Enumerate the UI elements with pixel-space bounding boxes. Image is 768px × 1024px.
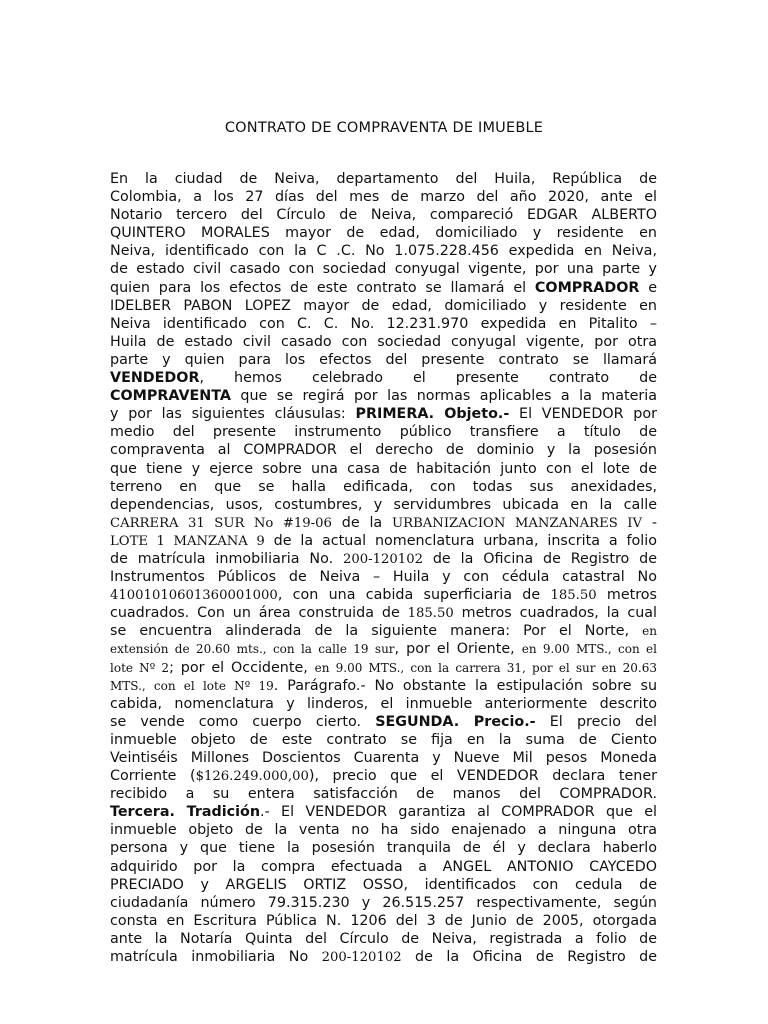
- text-segment: 200-120102: [343, 551, 423, 567]
- document-title: CONTRATO DE COMPRAVENTA DE IMUEBLE: [224, 120, 544, 136]
- text-segment: inmueble objeto de la venta no ha sido enajenado a ninguna otra: [110, 822, 657, 839]
- text-segment: -: [641, 514, 657, 531]
- text-line: [110, 568, 657, 586]
- text-segment: URBANIZACION MANZANARES IV: [392, 515, 642, 531]
- text-line: [110, 369, 657, 387]
- text-segment: medio del presente instrumento público transfiere a título de: [110, 424, 657, 441]
- text-segment: parte y quien para los efectos del presente contrato se llamará: [110, 351, 657, 368]
- text-line: [110, 188, 657, 206]
- bold-text: COMPRAVENTA: [110, 388, 231, 405]
- text-segment: Neiva identificado con C. C. No. 12.231.970 expedida en Pitalito –: [110, 315, 657, 332]
- text-segment: Corriente (: [110, 768, 196, 785]
- text-segment: persona y que tiene la posesión tranquila de él y declara haberlo: [110, 840, 657, 857]
- text-segment: ciudadanía número 79.315.230 y 26.515.257 respectivamente, según: [110, 894, 657, 911]
- text-segment: se vende como cuerpo cierto.: [110, 713, 376, 730]
- text-segment: de la Oficina de Registro de: [401, 949, 658, 966]
- text-line: [110, 532, 657, 550]
- bold-text: SEGUNDA. Precio.-: [375, 713, 536, 730]
- text-line: [110, 876, 657, 894]
- text-segment: ), precio que el VENDEDOR declara tener: [308, 768, 658, 785]
- text-segment: . Parágrafo.- No obstante la estipulación sobre su: [273, 677, 658, 694]
- text-segment: , hemos celebrado el presente contrato de: [199, 370, 657, 387]
- text-segment: metros: [596, 587, 657, 604]
- text-segment: en: [642, 624, 657, 639]
- text-line: [110, 767, 657, 785]
- text-line: [110, 478, 657, 496]
- bold-text: PRIMERA. Objeto.-: [355, 406, 510, 423]
- text-line: [110, 803, 657, 821]
- text-segment: de la actual nomenclatura urbana, inscrita a folio: [264, 532, 657, 549]
- text-line: [110, 912, 657, 930]
- text-line: [110, 315, 657, 333]
- text-line: [110, 858, 657, 876]
- text-segment: de la Oficina de Registro de: [422, 550, 658, 567]
- text-segment: Colombia, a los 27 días del mes de marzo del año 2020, ante el: [110, 189, 657, 206]
- bold-text: Tercera. Tradición: [110, 804, 261, 821]
- text-line: [110, 677, 657, 695]
- text-segment: se encuentra alinderada de la siguiente manera: Por el Norte,: [110, 623, 643, 640]
- text-segment: quien para los efectos de este contrato se llamará el: [110, 279, 535, 296]
- text-segment: ante la Notaría Quinta del Círculo de Neiva, registrada a folio de: [110, 930, 657, 947]
- text-line: [110, 586, 657, 604]
- text-segment: El VENDEDOR por: [509, 406, 657, 423]
- text-segment: inmueble objeto de este contrato se fija en la suma de Ciento: [110, 731, 657, 748]
- text-segment: LOTE 1 MANZANA 9: [110, 533, 265, 549]
- text-line: [110, 206, 657, 224]
- text-segment: y por las siguientes cláusulas:: [110, 406, 356, 423]
- text-line: [110, 894, 657, 912]
- text-line: [110, 441, 657, 459]
- text-segment: en 9.00 MTS., con la carrera 31, por el sur en 20.63: [314, 660, 657, 675]
- text-line: [110, 260, 657, 278]
- text-line: [110, 550, 657, 568]
- text-line: [110, 496, 657, 514]
- text-line: [110, 387, 657, 405]
- text-line: [110, 242, 657, 260]
- text-segment: consta en Escritura Pública N. 1206 del 3 de Junio de 2005, otorgada: [110, 912, 657, 929]
- text-segment: metros cuadrados, la cual: [453, 605, 657, 622]
- text-segment: de estado civil casado con sociedad conyugal vigente, por una parte y: [110, 261, 657, 278]
- text-segment: cuadrados. Con un área construida de: [110, 605, 408, 622]
- text-line: [110, 731, 657, 749]
- bold-text: VENDEDOR: [110, 370, 200, 387]
- text-line: [110, 749, 657, 767]
- text-segment: 41001010601360001000: [110, 588, 278, 604]
- text-segment: $126.249.000,00: [195, 769, 309, 785]
- text-line: [110, 713, 657, 731]
- text-segment: e: [639, 279, 658, 296]
- text-segment: Veintiséis Millones Doscientos Cuarenta y Nueve Mil pesos Moneda: [110, 750, 657, 766]
- text-line: [110, 948, 657, 966]
- text-line: [110, 695, 657, 713]
- text-line: [110, 460, 657, 478]
- text-segment: ; por el Occidente,: [169, 659, 315, 676]
- text-segment: en 9.00 MTS., con el: [521, 642, 657, 657]
- text-line: [110, 297, 657, 315]
- text-line: [110, 405, 657, 423]
- text-line: [110, 604, 657, 622]
- text-line: [110, 821, 657, 839]
- text-line: [110, 423, 657, 441]
- text-segment: de la: [331, 514, 393, 531]
- text-line: [110, 785, 657, 803]
- text-segment: que tiene y ejerce sobre una casa de habitación junto con el lote de: [110, 460, 657, 477]
- text-segment: CARRERA 31 SUR No #19-06: [110, 515, 332, 531]
- text-segment: El precio del: [535, 713, 657, 730]
- text-segment: PRECIADO y ARGELIS ORTIZ OSSO, identificados con cedula de: [110, 876, 657, 893]
- text-segment: Huila de estado civil casado con sociedad conyugal vigente, por otra: [110, 333, 657, 350]
- text-segment: , con una cabida superficiaria de: [277, 587, 551, 604]
- text-segment: En la ciudad de Neiva, departamento del Huila, República de: [110, 171, 657, 187]
- text-segment: 185.50: [550, 588, 597, 604]
- text-line: [110, 224, 657, 242]
- text-line: [110, 659, 657, 677]
- text-segment: QUINTERO MORALES mayor de edad, domiciliado y residente en: [110, 225, 657, 242]
- text-segment: dependencias, usos, costumbres, y servidumbres ubicada en la calle: [110, 496, 657, 513]
- text-line: [110, 839, 657, 857]
- text-segment: compraventa al COMPRADOR el derecho de dominio y la posesión: [110, 442, 657, 459]
- text-segment: Instrumentos Públicos de Neiva – Huila y con cédula catastral No: [110, 569, 657, 586]
- text-segment: de matrícula inmobiliaria No.: [110, 550, 343, 567]
- text-segment: .- El VENDEDOR garantiza al COMPRADOR que el: [260, 804, 657, 821]
- text-segment: Neiva, identificado con la C .C. No 1.075.228.456 expedida en Neiva,: [110, 243, 657, 260]
- text-line: [110, 930, 657, 948]
- text-line: [110, 622, 657, 640]
- text-segment: cabida, nomenclatura y linderos, el inmueble anteriormente descrito: [110, 695, 657, 712]
- text-segment: que se regirá por las normas aplicables a la materia: [230, 388, 657, 405]
- text-segment: terreno en que se halla edificada, con todas sus anexidades,: [110, 478, 657, 495]
- text-line: [110, 279, 657, 297]
- text-segment: MTS., con el lote Nº 19: [110, 678, 274, 693]
- text-segment: IDELBER PABON LOPEZ mayor de edad, domiciliado y residente en: [110, 297, 657, 314]
- text-segment: 185.50: [407, 606, 454, 622]
- text-segment: , por el Oriente,: [394, 641, 522, 658]
- text-segment: recibido a su entera satisfacción de manos del COMPRADOR.: [110, 786, 657, 803]
- text-line: [110, 640, 657, 658]
- text-segment: Notario tercero del Círculo de Neiva, compareció EDGAR ALBERTO: [110, 207, 657, 224]
- text-line: [110, 333, 657, 351]
- contract-body: [110, 170, 657, 966]
- text-segment: extensión de 20.60 mts., con la calle 19 sur: [110, 642, 395, 657]
- text-segment: matrícula inmobiliaria No: [110, 949, 322, 966]
- bold-text: COMPRADOR: [534, 279, 640, 296]
- text-segment: lote Nº 2: [110, 660, 170, 675]
- text-line: [110, 351, 657, 369]
- text-line: [110, 514, 657, 532]
- text-segment: adquirido por la compra efectuada a ANGEL ANTONIO CAYCEDO: [110, 858, 657, 875]
- text-line: [110, 170, 657, 188]
- text-segment: 200-120102: [321, 950, 402, 966]
